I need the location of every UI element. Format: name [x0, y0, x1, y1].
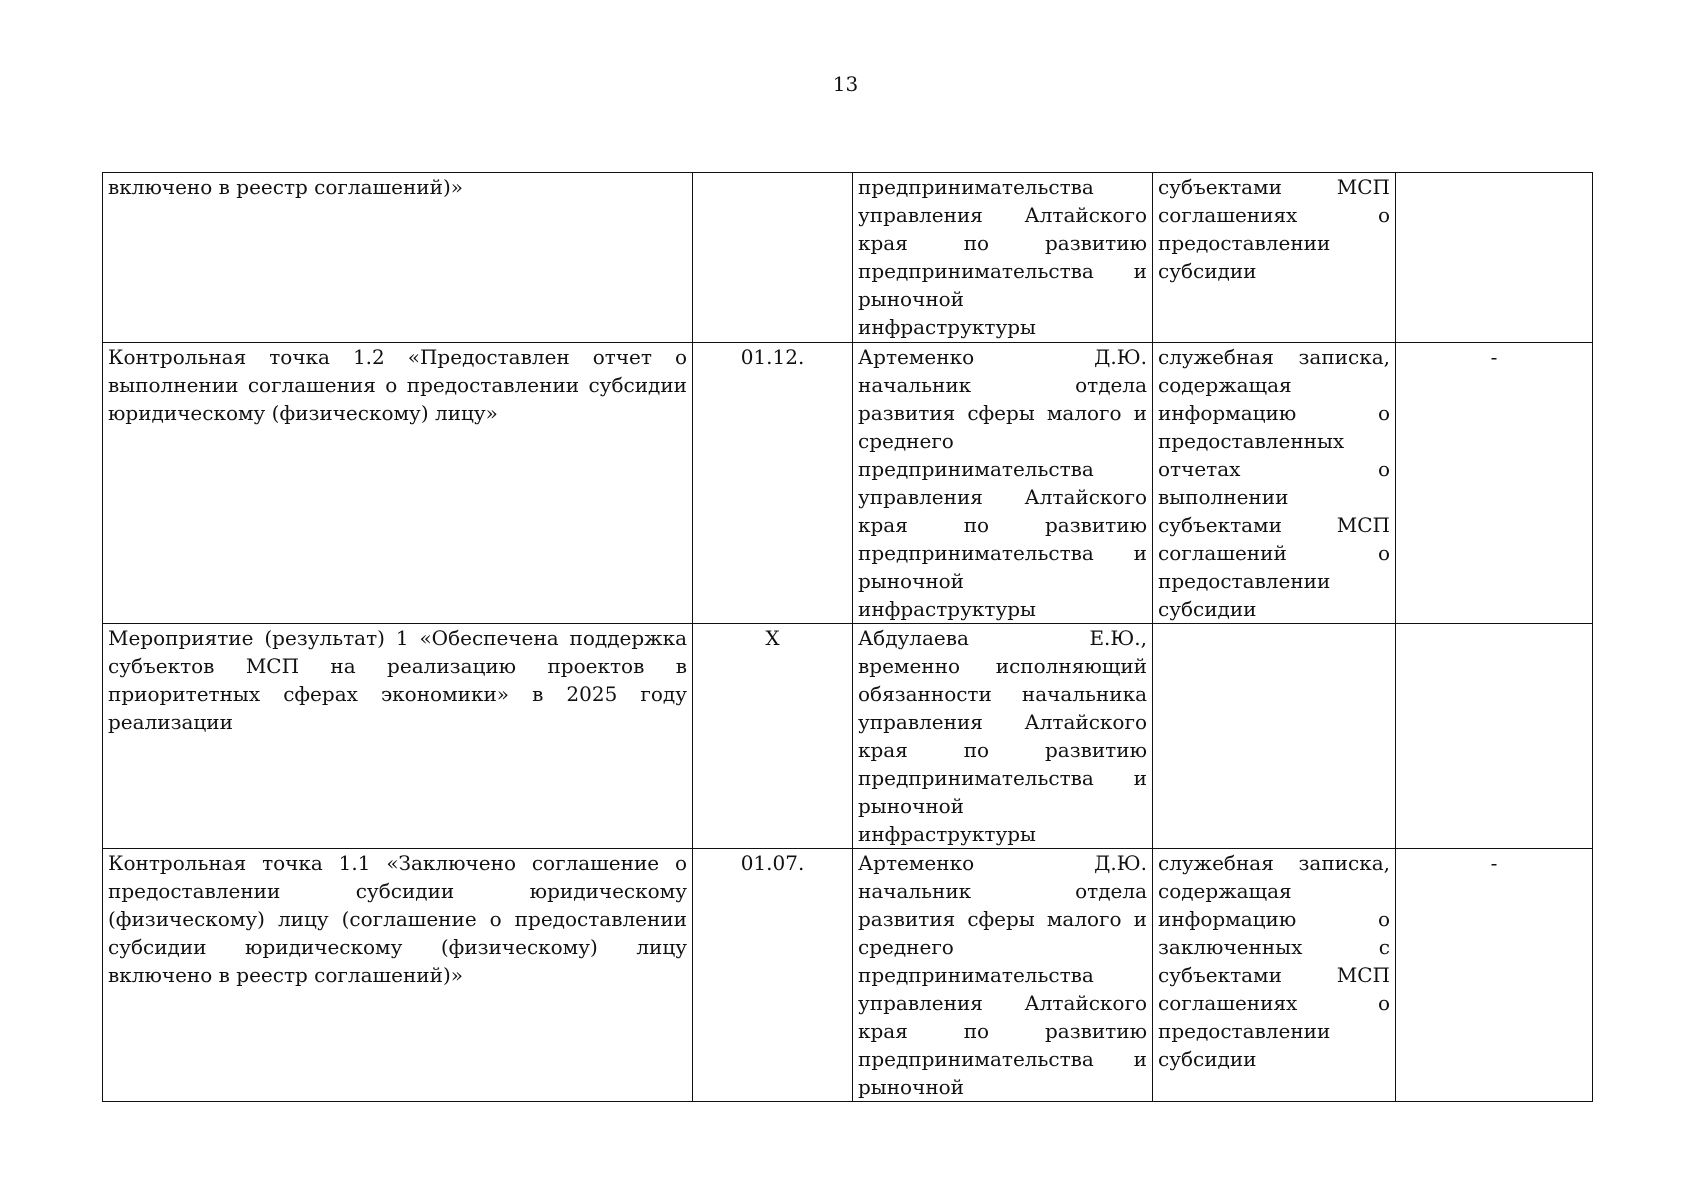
extra-cell [1396, 173, 1593, 343]
event-name-cell [103, 624, 693, 849]
document-line: заключенных с [1158, 935, 1390, 959]
document-line: предоставлении [1158, 569, 1331, 593]
page-number: 13 [832, 72, 859, 96]
event-name-cell [103, 343, 693, 624]
responsible-line: края по развитию [858, 513, 1147, 537]
responsible-line: обязанности начальника [858, 682, 1147, 706]
responsible-line: рыночной [858, 569, 965, 593]
responsible-cell [853, 849, 1153, 1102]
control-points-table [102, 172, 1593, 1102]
table-row [103, 624, 1593, 849]
responsible-line: предпринимательства и [858, 766, 1147, 790]
event-name-cell [103, 173, 693, 343]
event-name-line: Мероприятие (результат) 1 «Обеспечена поддержка [108, 626, 687, 650]
extra-cell: - [1396, 343, 1593, 624]
event-name-line: включено в реестр соглашений)» [108, 963, 463, 987]
document-line: субсидии [1158, 597, 1257, 621]
responsible-line: края по развитию [858, 231, 1147, 255]
event-name-line: реализации [108, 710, 233, 734]
responsible-line: предпринимательства и [858, 1047, 1147, 1071]
responsible-line: управления Алтайского [858, 991, 1147, 1015]
responsible-cell [853, 173, 1153, 343]
responsible-line: рыночной [858, 1075, 965, 1099]
document-line: предоставленных [1158, 429, 1345, 453]
table-body [103, 173, 1593, 1102]
responsible-line: развития сферы малого и [858, 401, 1147, 425]
responsible-line: края по развитию [858, 1019, 1147, 1043]
responsible-line: управления Алтайского [858, 485, 1147, 509]
extra-cell: - [1396, 849, 1593, 1102]
responsible-line: развития сферы малого и [858, 907, 1147, 931]
event-name-line: (физическому) лицу (соглашение о предоставлении [108, 907, 687, 931]
responsible-line: рыночной [858, 287, 965, 311]
table-row [103, 849, 1593, 1102]
responsible-line: временно исполняющий [858, 654, 1147, 678]
document-line: служебная записка, [1158, 851, 1390, 875]
event-name-line: выполнении соглашения о предоставлении субсидии [108, 373, 687, 397]
event-name-line: юридическому (физическому) лицу» [108, 401, 498, 425]
document-line: субсидии [1158, 259, 1257, 283]
event-name-line: Контрольная точка 1.2 «Предоставлен отчет о [108, 345, 687, 369]
document-line: отчетах о выполнении [1158, 457, 1390, 509]
document-line: соглашениях о [1158, 991, 1390, 1015]
responsible-line: начальник отдела [858, 879, 1147, 903]
responsible-line: начальник отдела [858, 373, 1147, 397]
document-line: субъектами МСП [1158, 963, 1390, 987]
responsible-line: Артеменко Д.Ю. [858, 851, 1147, 875]
responsible-line: Артеменко Д.Ю. [858, 345, 1147, 369]
responsible-line: инфраструктуры [858, 597, 1036, 621]
responsible-cell [853, 624, 1153, 849]
event-name-line: включено в реестр соглашений)» [108, 175, 463, 199]
document-line: субъектами МСП [1158, 513, 1390, 537]
responsible-line: предпринимательства и [858, 541, 1147, 565]
responsible-line: среднего [858, 429, 954, 453]
event-name-line: предоставлении субсидии юридическому [108, 879, 687, 903]
document-line: соглашений о [1158, 541, 1390, 565]
table-row [103, 173, 1593, 343]
responsible-line: предпринимательства и [858, 259, 1147, 283]
extra-cell [1396, 624, 1593, 849]
responsible-line: предпринимательства [858, 963, 1094, 987]
event-name-line: приоритетных сферах экономики» в 2025 году [108, 682, 687, 706]
document-line: информацию о [1158, 401, 1390, 425]
responsible-line: предпринимательства [858, 175, 1094, 199]
responsible-line: рыночной [858, 794, 965, 818]
table-row [103, 343, 1593, 624]
deadline-cell: 01.07. [693, 849, 853, 1102]
responsible-line: управления Алтайского [858, 710, 1147, 734]
document-line: предоставлении [1158, 1019, 1331, 1043]
deadline-cell: 01.12. [693, 343, 853, 624]
document-line: соглашениях о [1158, 203, 1390, 227]
responsible-line: края по развитию [858, 738, 1147, 762]
document-line: информацию о [1158, 907, 1390, 931]
document-cell [1153, 173, 1396, 343]
document-line: содержащая [1158, 879, 1292, 903]
document-line: субъектами МСП [1158, 175, 1390, 199]
responsible-line: среднего [858, 935, 954, 959]
document-line: предоставлении [1158, 231, 1331, 255]
deadline-cell: X [693, 624, 853, 849]
document-line: служебная записка, [1158, 345, 1390, 369]
document-cell [1153, 624, 1396, 849]
responsible-cell [853, 343, 1153, 624]
document-cell [1153, 849, 1396, 1102]
deadline-cell [693, 173, 853, 343]
responsible-line: инфраструктуры [858, 822, 1036, 846]
event-name-cell [103, 849, 693, 1102]
document-cell [1153, 343, 1396, 624]
event-name-line: субсидии юридическому (физическому) лицу [108, 935, 687, 959]
responsible-line: Абдулаева Е.Ю., [858, 626, 1147, 650]
responsible-line: управления Алтайского [858, 203, 1147, 227]
event-name-line: субъектов МСП на реализацию проектов в [108, 654, 687, 678]
event-name-line: Контрольная точка 1.1 «Заключено соглашение о [108, 851, 687, 875]
responsible-line: инфраструктуры [858, 315, 1036, 339]
document-line: содержащая [1158, 373, 1292, 397]
document-line: субсидии [1158, 1047, 1257, 1071]
responsible-line: предпринимательства [858, 457, 1094, 481]
